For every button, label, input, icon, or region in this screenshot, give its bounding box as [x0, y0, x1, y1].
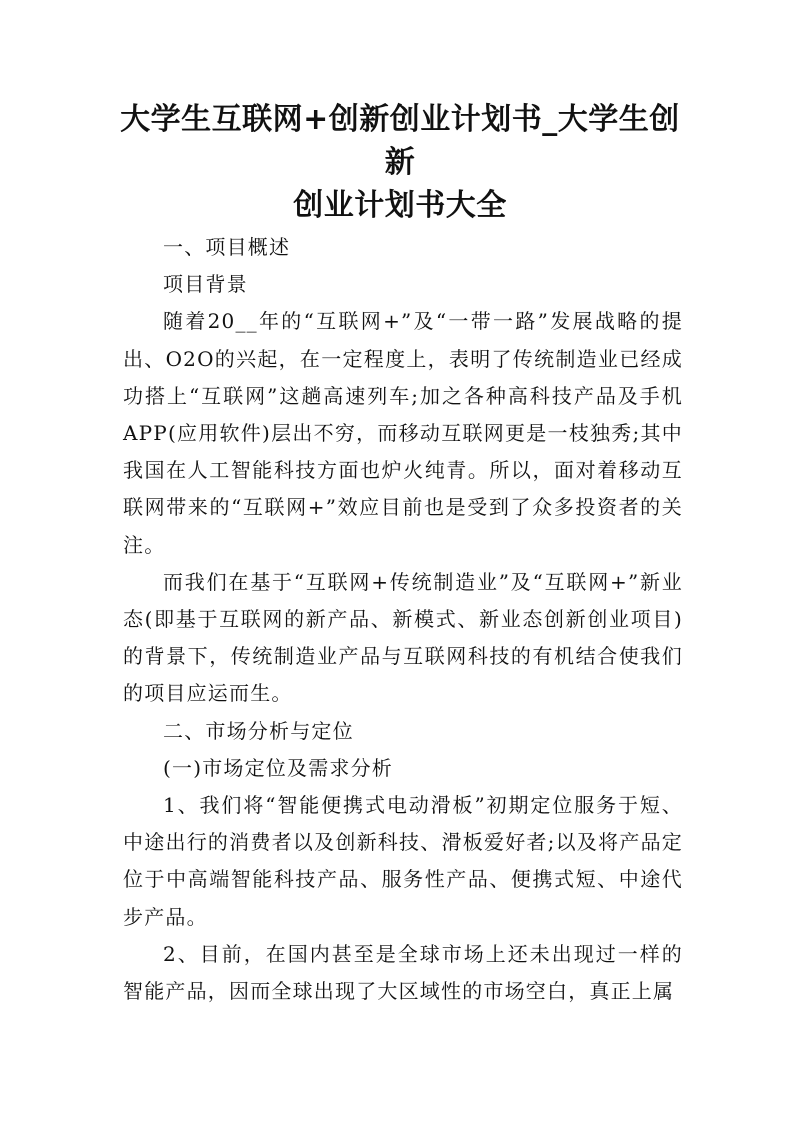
title-line-1: 大学生互联网+创新创业计划书_大学生创新 — [120, 102, 680, 180]
paragraph-positioning-1: 1、我们将“智能便携式电动滑板”初期定位服务于短、中途出行的消费者以及创新科技、滑板爱好者;以及将产品定位于中高端智能科技产品、服务性产品、便携式短、中途代步产品。 — [123, 793, 683, 929]
section-heading-overview: 一、项目概述 — [163, 235, 291, 259]
paragraph-background-2: 而我们在基于“互联网+传统制造业”及“互联网+”新业态(即基于互联网的新产品、新模式、新业态创新创业项目)的背景下，传统制造业产品与互联网科技的有机结合使我们的项目应运而生。 — [123, 569, 683, 706]
document-body — [123, 229, 683, 1010]
section-heading-market-analysis: 二、市场分析与定位 — [163, 718, 354, 743]
paragraph-positioning-2: 2、目前，在国内甚至是全球市场上还未出现过一样的智能产品，因而全球出现了大区域性的市场空白，真正上属 — [123, 941, 683, 1004]
title-line-2: 创业计划书大全 — [293, 188, 507, 223]
subheading-market-positioning: (一)市场定位及需求分析 — [163, 755, 394, 780]
paragraph-background-1: 随着20__年的“互联网+”及“一带一路”发展战略的提出、O2O的兴起，在一定程度上，表明了传统制造业已经成功搭上“互联网”这趟高速列车;加之各种高科技产品及手机APP(应用软件)层出不穷，而移动互联网更是一枝独秀;其中我国在人工智能科技方面也炉火纯青。所以，面对着移动互联网带来的“互联网+”效应目前也是受到了众多投资者的关注。 — [123, 309, 683, 557]
document-title — [110, 98, 690, 227]
subheading-project-background: 项目背景 — [163, 272, 248, 297]
